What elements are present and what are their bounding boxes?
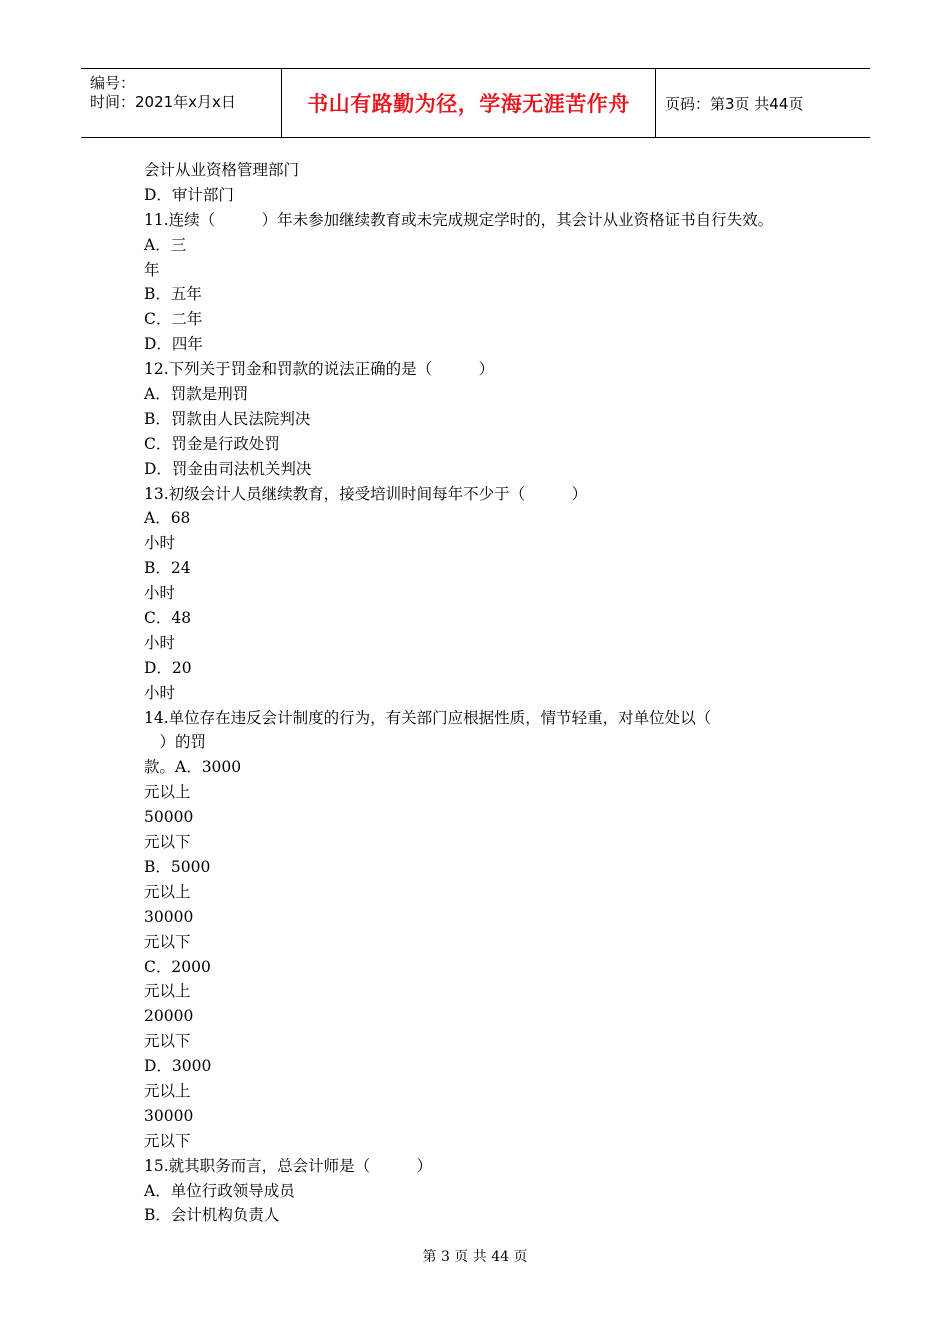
text-line: A．三: [144, 235, 187, 254]
text-line: 元以上: [144, 1081, 191, 1100]
document-body: [144, 158, 824, 1228]
text-line: B．24: [144, 559, 191, 578]
text-line: D．20: [144, 658, 192, 677]
text-line: 元以上: [144, 783, 191, 802]
text-line: 小时: [144, 683, 176, 702]
text-line: B．罚款由人民法院判决: [144, 409, 311, 428]
text-line: 元以下: [144, 1131, 191, 1150]
text-line: D．审计部门: [144, 185, 234, 204]
page-footer: 第 3 页 共 44 页: [422, 1249, 528, 1265]
document-number-label: 编号：: [90, 74, 136, 92]
text-line: A．单位行政领导成员: [144, 1181, 295, 1200]
document-time-label: 时间：2021年x月x日: [90, 93, 236, 111]
text-line: 款。A．3000: [144, 758, 242, 777]
text-line: 11.连续（ ）年未参加继续教育或未完成规定学时的，其会计从业资格证书自行失效。: [144, 210, 774, 229]
text-line: B．会计机构负责人: [144, 1206, 280, 1225]
text-line: C．2000: [144, 957, 211, 976]
header-page-label: 页码：第3页 共44页: [665, 94, 804, 113]
text-line: 元以上: [144, 882, 191, 901]
text-line: ）的罚: [144, 733, 207, 752]
text-line: D．罚金由司法机关判决: [144, 459, 312, 478]
text-line: B．5000: [144, 857, 211, 876]
text-line: D．四年: [144, 335, 203, 354]
text-line: 50000: [144, 808, 194, 827]
header-page-cell: [655, 69, 870, 137]
text-line: 元以下: [144, 1032, 191, 1051]
text-line: 会计从业资格管理部门: [144, 161, 300, 179]
text-line: A．罚款是刑罚: [144, 385, 249, 404]
text-line: 15.就其职务而言，总会计师是（ ）: [144, 1156, 433, 1175]
text-line: 小时: [144, 584, 176, 603]
header-motto: 书山有路勤为径，学海无涯苦作舟: [307, 92, 630, 116]
text-line: A．68: [144, 509, 191, 528]
text-line: 30000: [144, 1106, 194, 1125]
header-motto-cell: [281, 69, 656, 137]
header-meta: [81, 69, 281, 137]
text-line: C．二年: [144, 310, 203, 329]
text-line: D．3000: [144, 1057, 212, 1076]
text-line: 30000: [144, 907, 194, 926]
text-line: 小时: [144, 534, 176, 553]
text-line: 元以上: [144, 982, 191, 1001]
text-line: B．五年: [144, 285, 202, 304]
text-line: 元以下: [144, 833, 191, 852]
text-line: C．48: [144, 609, 192, 628]
text-line: C．罚金是行政处罚: [144, 434, 280, 453]
text-line: 13.初级会计人员继续教育，接受培训时间每年不少于（ ）: [144, 484, 588, 503]
text-line: 14.单位存在违反会计制度的行为，有关部门应根据性质，情节轻重，对单位处以（: [144, 708, 712, 727]
text-line: 小时: [144, 633, 176, 652]
text-line: 20000: [144, 1007, 194, 1026]
text-line: 元以下: [144, 932, 191, 951]
text-line: 年: [144, 260, 160, 279]
text-line: 12.下列关于罚金和罚款的说法正确的是（ ）: [144, 360, 495, 379]
page-header: [81, 68, 870, 138]
